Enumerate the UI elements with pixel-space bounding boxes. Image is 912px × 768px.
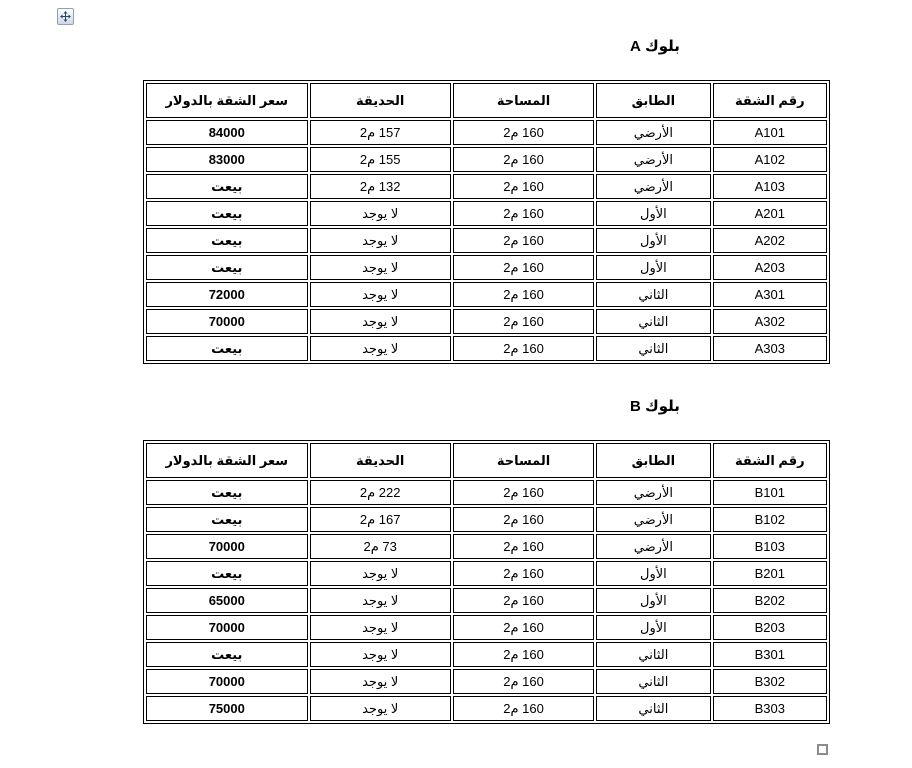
- cell-garden[interactable]: 157 م2: [310, 120, 451, 145]
- cell-price[interactable]: 75000: [146, 696, 308, 721]
- cell-floor[interactable]: الأرضي: [596, 147, 710, 172]
- cell-price[interactable]: 83000: [146, 147, 308, 172]
- cell-area[interactable]: 160 م2: [453, 336, 594, 361]
- cell-price[interactable]: 84000: [146, 120, 308, 145]
- cell-floor[interactable]: الأول: [596, 615, 710, 640]
- header-price[interactable]: سعر الشقة بالدولار: [146, 443, 308, 478]
- cell-area[interactable]: 160 م2: [453, 282, 594, 307]
- cell-floor[interactable]: الثاني: [596, 642, 710, 667]
- cell-price[interactable]: بيعت: [146, 642, 308, 667]
- cell-area[interactable]: 160 م2: [453, 201, 594, 226]
- cell-area[interactable]: 160 م2: [453, 642, 594, 667]
- cell-floor[interactable]: الأول: [596, 255, 710, 280]
- cell-garden[interactable]: لا يوجد: [310, 336, 451, 361]
- cell-area[interactable]: 160 م2: [453, 147, 594, 172]
- cell-garden[interactable]: 73 م2: [310, 534, 451, 559]
- cell-apt-number[interactable]: B301: [713, 642, 827, 667]
- header-garden[interactable]: الحديقة: [310, 83, 451, 118]
- cell-price[interactable]: 70000: [146, 309, 308, 334]
- cell-price[interactable]: 70000: [146, 534, 308, 559]
- table-row: [146, 588, 827, 613]
- header-price[interactable]: سعر الشقة بالدولار: [146, 83, 308, 118]
- cell-garden[interactable]: لا يوجد: [310, 255, 451, 280]
- cell-apt-number[interactable]: B103: [713, 534, 827, 559]
- header-area[interactable]: المساحة: [453, 443, 594, 478]
- move-arrows-icon: [60, 11, 71, 22]
- header-area[interactable]: المساحة: [453, 83, 594, 118]
- cell-apt-number[interactable]: A302: [713, 309, 827, 334]
- table-row: [146, 507, 827, 532]
- cell-price[interactable]: بيعت: [146, 201, 308, 226]
- cell-garden[interactable]: لا يوجد: [310, 696, 451, 721]
- cell-floor[interactable]: الأول: [596, 201, 710, 226]
- cell-apt-number[interactable]: B302: [713, 669, 827, 694]
- header-floor[interactable]: الطابق: [596, 443, 710, 478]
- cell-floor[interactable]: الثاني: [596, 336, 710, 361]
- cell-floor[interactable]: الأرضي: [596, 174, 710, 199]
- cell-floor[interactable]: الأرضي: [596, 120, 710, 145]
- cell-area[interactable]: 160 م2: [453, 615, 594, 640]
- cell-apt-number[interactable]: A203: [713, 255, 827, 280]
- cell-garden[interactable]: لا يوجد: [310, 642, 451, 667]
- cell-apt-number[interactable]: B102: [713, 507, 827, 532]
- cell-garden[interactable]: لا يوجد: [310, 201, 451, 226]
- table-row: [146, 534, 827, 559]
- cell-apt-number[interactable]: A101: [713, 120, 827, 145]
- cell-floor[interactable]: الأرضي: [596, 534, 710, 559]
- table-row: [146, 255, 827, 280]
- cell-apt-number[interactable]: A301: [713, 282, 827, 307]
- table-row: [146, 561, 827, 586]
- cell-garden[interactable]: لا يوجد: [310, 669, 451, 694]
- cell-area[interactable]: 160 م2: [453, 507, 594, 532]
- header-apt-number[interactable]: رقم الشقة: [713, 83, 827, 118]
- cell-area[interactable]: 160 م2: [453, 534, 594, 559]
- cell-apt-number[interactable]: B101: [713, 480, 827, 505]
- block-a-title[interactable]: بلوك A: [630, 38, 680, 55]
- cell-price[interactable]: بيعت: [146, 228, 308, 253]
- cell-area[interactable]: 160 م2: [453, 561, 594, 586]
- table-row: [146, 120, 827, 145]
- cell-price[interactable]: 70000: [146, 615, 308, 640]
- cell-floor[interactable]: الأول: [596, 228, 710, 253]
- cell-garden[interactable]: لا يوجد: [310, 615, 451, 640]
- cell-price[interactable]: بيعت: [146, 255, 308, 280]
- header-garden[interactable]: الحديقة: [310, 443, 451, 478]
- cell-area[interactable]: 160 م2: [453, 255, 594, 280]
- cell-price[interactable]: بيعت: [146, 336, 308, 361]
- table-row: [146, 615, 827, 640]
- table-row: [146, 147, 827, 172]
- block-b-table: [143, 440, 830, 724]
- cell-apt-number[interactable]: A102: [713, 147, 827, 172]
- cell-floor[interactable]: الأول: [596, 561, 710, 586]
- cell-area[interactable]: 160 م2: [453, 228, 594, 253]
- cell-apt-number[interactable]: B201: [713, 561, 827, 586]
- table-move-handle[interactable]: [57, 8, 74, 25]
- cell-area[interactable]: 160 م2: [453, 174, 594, 199]
- cell-garden[interactable]: لا يوجد: [310, 588, 451, 613]
- cell-floor[interactable]: الأرضي: [596, 480, 710, 505]
- cell-floor[interactable]: الأول: [596, 588, 710, 613]
- cell-garden[interactable]: 132 م2: [310, 174, 451, 199]
- table-row: [146, 696, 827, 721]
- cell-floor[interactable]: الأرضي: [596, 507, 710, 532]
- table-row: [146, 642, 827, 667]
- cell-area[interactable]: 160 م2: [453, 588, 594, 613]
- cell-apt-number[interactable]: B203: [713, 615, 827, 640]
- cell-garden[interactable]: 155 م2: [310, 147, 451, 172]
- cell-price[interactable]: بيعت: [146, 507, 308, 532]
- header-row: [146, 83, 827, 118]
- cell-area[interactable]: 160 م2: [453, 696, 594, 721]
- cell-garden[interactable]: لا يوجد: [310, 561, 451, 586]
- cell-price[interactable]: 65000: [146, 588, 308, 613]
- cell-price[interactable]: بيعت: [146, 174, 308, 199]
- cell-apt-number[interactable]: B202: [713, 588, 827, 613]
- table-row: [146, 174, 827, 199]
- cell-garden[interactable]: لا يوجد: [310, 282, 451, 307]
- cell-apt-number[interactable]: A103: [713, 174, 827, 199]
- table-row: [146, 309, 827, 334]
- table-row: [146, 669, 827, 694]
- block-b-title[interactable]: بلوك B: [630, 398, 680, 415]
- cell-price[interactable]: بيعت: [146, 480, 308, 505]
- table-row: [146, 201, 827, 226]
- cell-apt-number[interactable]: A303: [713, 336, 827, 361]
- header-floor[interactable]: الطابق: [596, 83, 710, 118]
- cell-area[interactable]: 160 م2: [453, 669, 594, 694]
- cell-garden[interactable]: لا يوجد: [310, 309, 451, 334]
- cell-apt-number[interactable]: A202: [713, 228, 827, 253]
- table-row: [146, 282, 827, 307]
- header-apt-number[interactable]: رقم الشقة: [713, 443, 827, 478]
- table-resize-handle[interactable]: [817, 744, 828, 755]
- cell-price[interactable]: 72000: [146, 282, 308, 307]
- table-row: [146, 336, 827, 361]
- cell-apt-number[interactable]: B303: [713, 696, 827, 721]
- table-row: [146, 228, 827, 253]
- cell-area[interactable]: 160 م2: [453, 309, 594, 334]
- cell-area[interactable]: 160 م2: [453, 120, 594, 145]
- header-row: [146, 443, 827, 478]
- cell-price[interactable]: 70000: [146, 669, 308, 694]
- cell-garden[interactable]: 167 م2: [310, 507, 451, 532]
- cell-garden[interactable]: لا يوجد: [310, 228, 451, 253]
- cell-floor[interactable]: الثاني: [596, 282, 710, 307]
- cell-floor[interactable]: الثاني: [596, 696, 710, 721]
- cell-floor[interactable]: الثاني: [596, 309, 710, 334]
- cell-apt-number[interactable]: A201: [713, 201, 827, 226]
- cell-garden[interactable]: 222 م2: [310, 480, 451, 505]
- block-a-table: [143, 80, 830, 364]
- cell-floor[interactable]: الثاني: [596, 669, 710, 694]
- cell-price[interactable]: بيعت: [146, 561, 308, 586]
- cell-area[interactable]: 160 م2: [453, 480, 594, 505]
- table-row: [146, 480, 827, 505]
